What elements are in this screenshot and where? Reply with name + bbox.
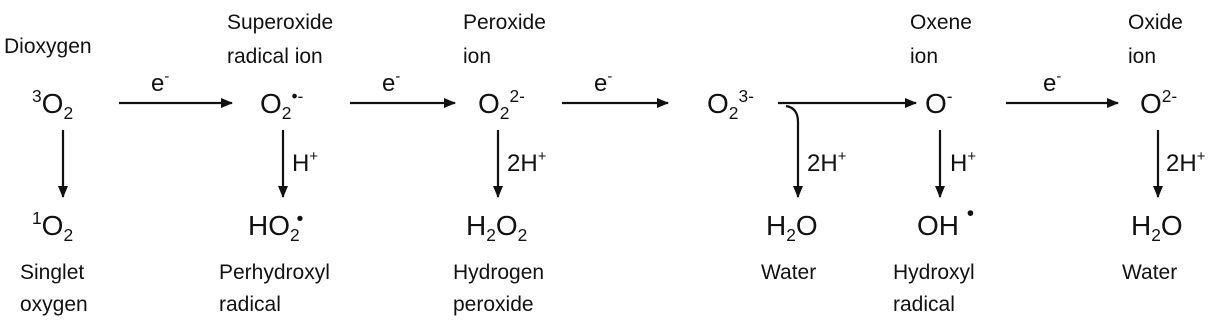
- formula-perhydroxyl: $HO_2•$: [248, 208, 304, 245]
- oxene-name-line1: Oxene: [910, 11, 972, 34]
- arrow-branch-water: [786, 106, 798, 197]
- proton-label-perhydroxyl: H+: [292, 149, 319, 177]
- peroxide-name-line1: Peroxide: [463, 11, 546, 34]
- peroxide-name-line2: ion: [463, 45, 492, 68]
- formula-oxene: O-: [925, 85, 953, 119]
- proton-label-hydrogen-peroxide: 2H+: [507, 149, 547, 177]
- singlet-name-line1: Singlet: [20, 261, 85, 284]
- formula-water-1: $H_2O$: [766, 210, 818, 245]
- hydroxyl-name-line1: Hydroxyl: [893, 261, 975, 284]
- proton-label-hydroxyl: H+: [950, 149, 977, 177]
- oxide-name-line2: ion: [1128, 45, 1157, 68]
- formula-triplet-oxygen: $^3O_2$: [32, 85, 74, 123]
- proton-label-water-2: 2H+: [1166, 149, 1206, 177]
- proton-label-water-1: 2H+: [807, 149, 847, 177]
- hydroxyl-name-line2: radical: [893, 293, 955, 316]
- formula-water-2: $H_2O$: [1131, 210, 1183, 245]
- formula-superoxide: $O_2^{•-}$: [260, 85, 304, 123]
- hydrogen-name-line2: peroxide: [453, 293, 534, 316]
- electron-label-1: e-: [151, 69, 170, 97]
- electron-label-2: e-: [382, 69, 401, 97]
- formula-hydrogen-peroxide: $H_2O_2$: [466, 210, 528, 245]
- formula-oxide: $O^{2-}$: [1140, 85, 1178, 119]
- electron-label-3: e-: [594, 69, 613, 97]
- oxene-name-line2: ion: [910, 45, 939, 68]
- formula-peroxide: $O_2^{2-}$: [478, 85, 525, 123]
- water-2-name: Water: [1122, 261, 1178, 284]
- singlet-name-line2: oxygen: [20, 293, 88, 316]
- oxide-name-line1: Oxide: [1128, 11, 1183, 34]
- perhydroxyl-name-line1: Perhydroxyl: [219, 261, 330, 284]
- water-1-name: Water: [761, 261, 817, 284]
- superoxide-name-line1: Superoxide: [227, 11, 334, 34]
- formula-hydroxyl: OH •: [917, 202, 975, 241]
- dioxygen-name: Dioxygen: [4, 35, 92, 58]
- formula-singlet-oxygen: $^1O_2$: [32, 207, 74, 245]
- electron-label-4: e-: [1043, 69, 1062, 97]
- superoxide-name-line2: radical ion: [227, 45, 323, 68]
- hydrogen-name-line1: Hydrogen: [453, 261, 545, 284]
- perhydroxyl-name-line2: radical: [219, 293, 281, 316]
- formula-o2-3minus: $O_2^{3-}$: [707, 85, 754, 123]
